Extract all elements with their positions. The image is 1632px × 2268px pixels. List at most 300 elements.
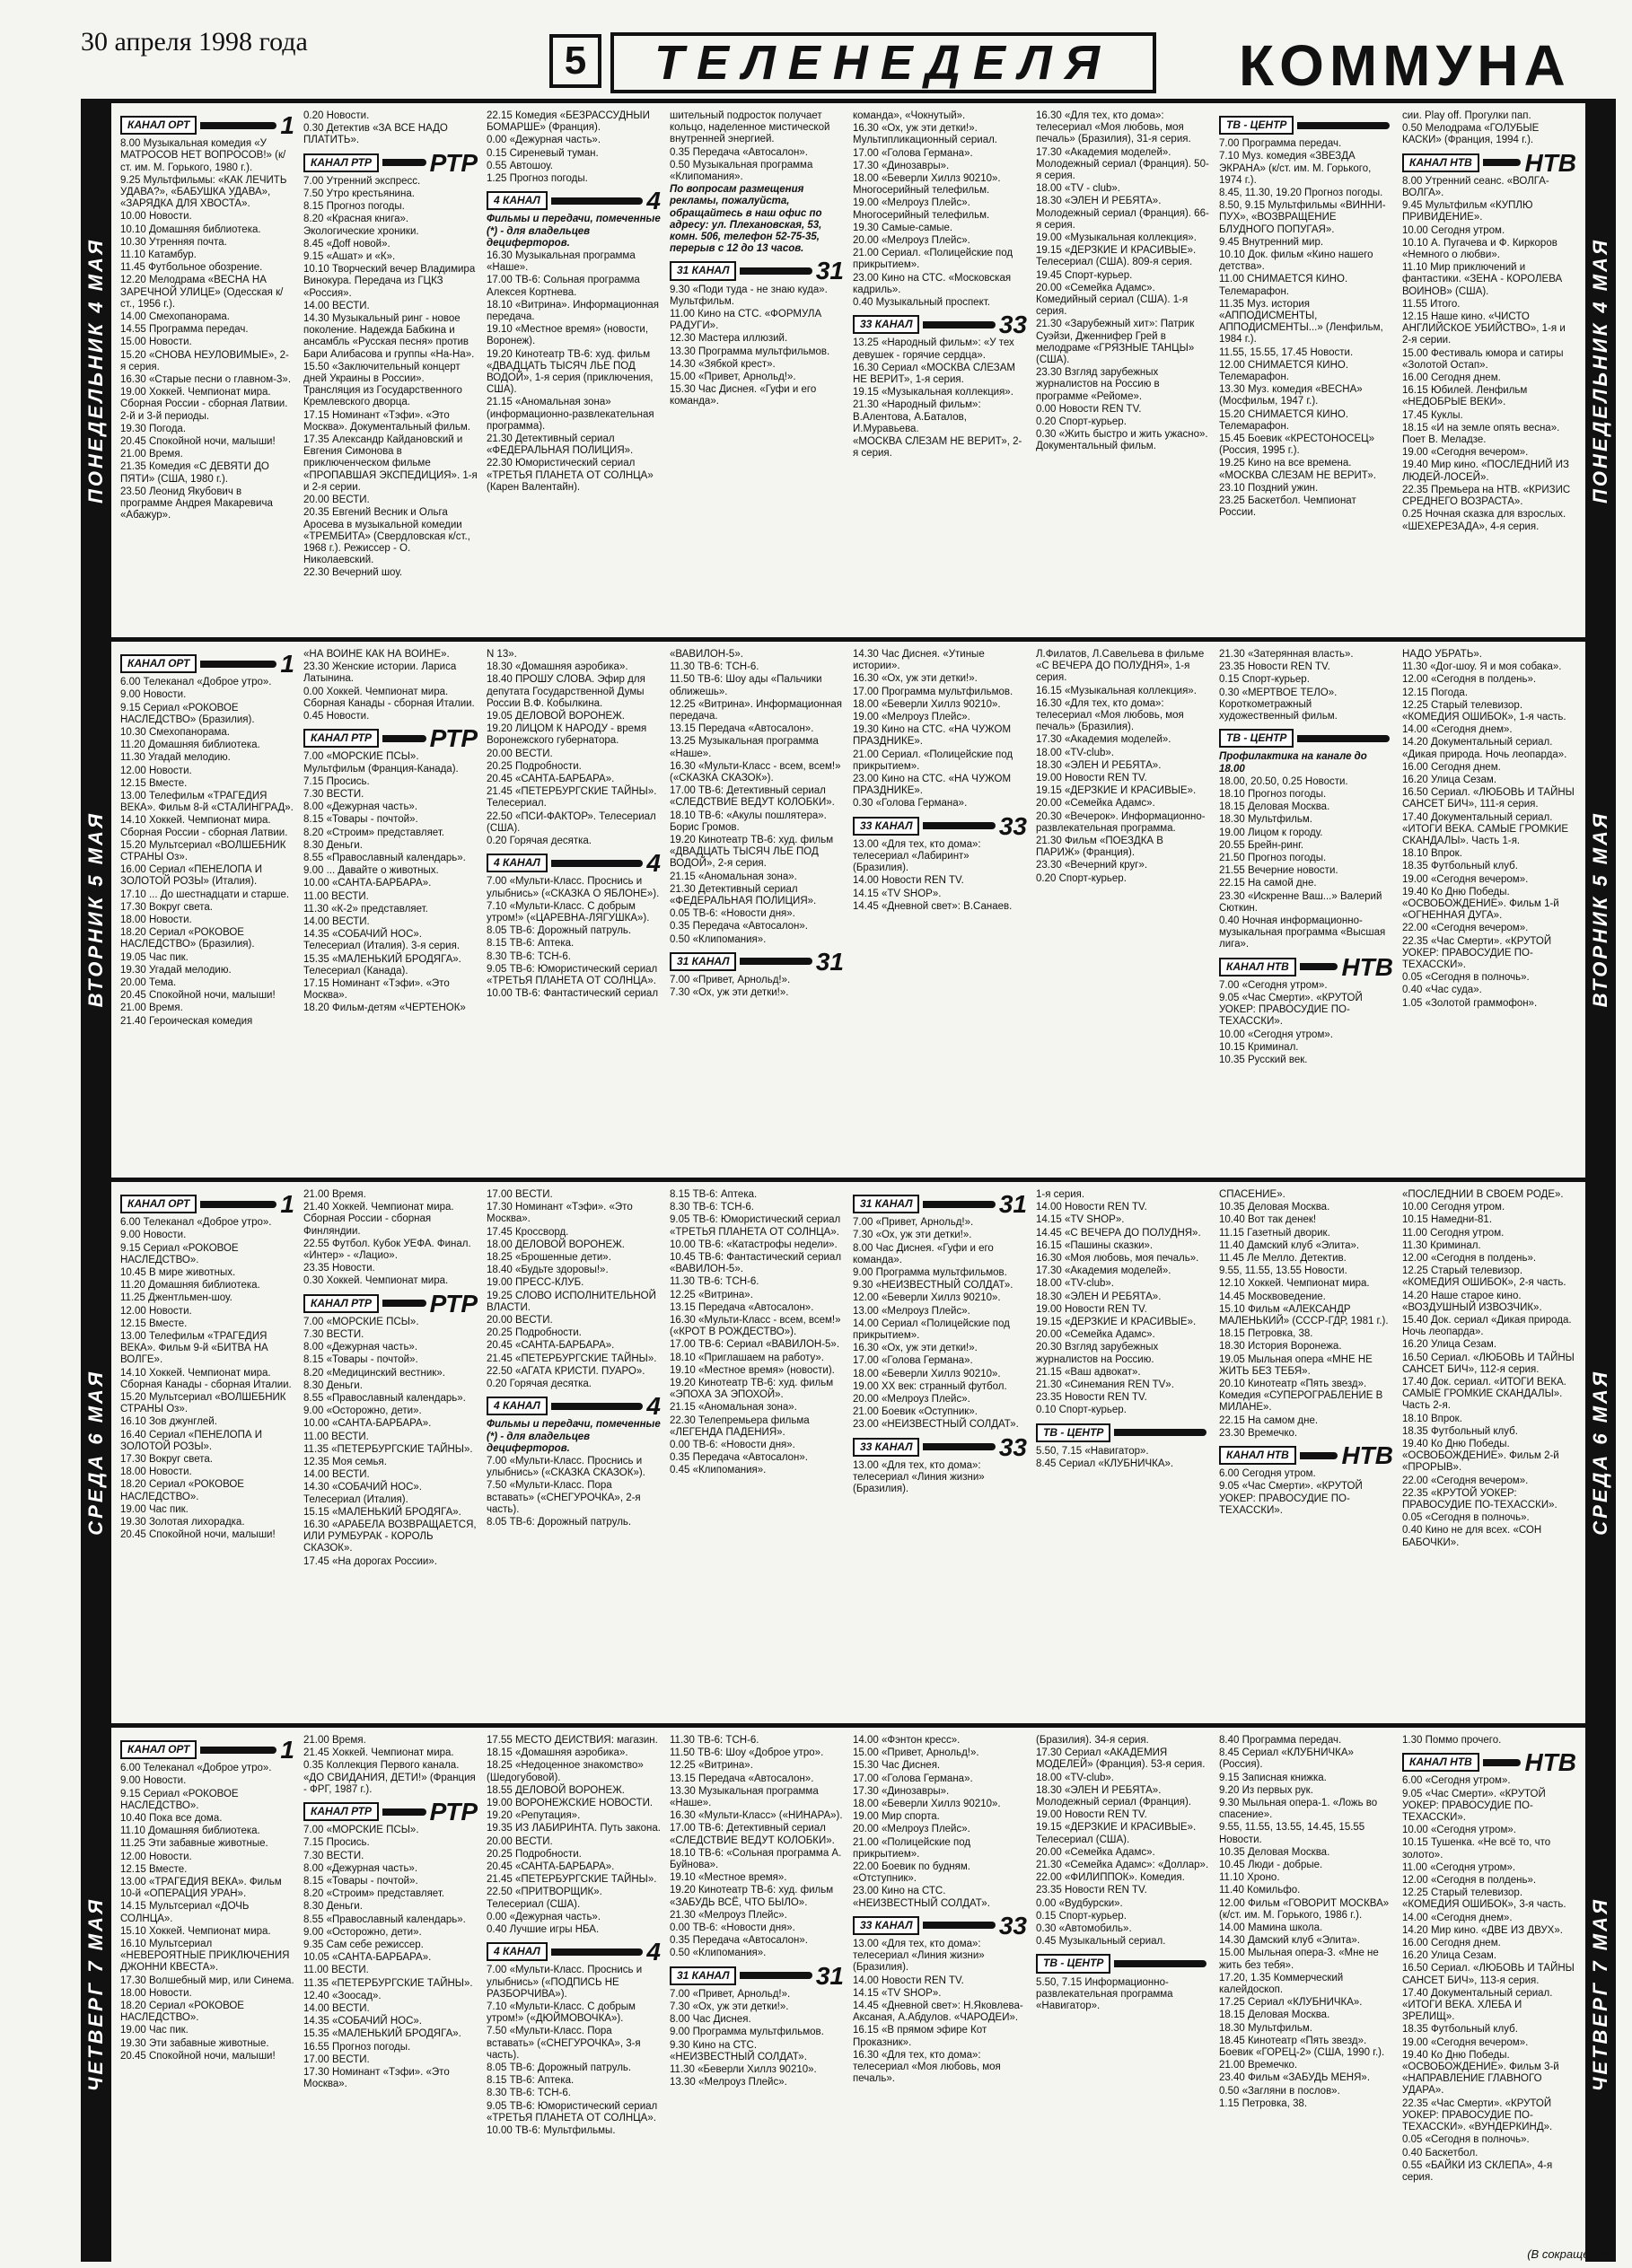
program-listing: 19.20 Кинотеатр ТВ-6: худ. фильм «ЗАБУДЬ ВСЁ, ЧТО БЫЛО». xyxy=(670,1885,834,1908)
channel-logo xyxy=(487,1938,661,1966)
program-listing: 15.45 Боевик «КРЕСТОНОСЕЦ» (Россия, 1995 г.). xyxy=(1219,433,1375,457)
schedule-columns xyxy=(120,110,1576,632)
day-label-left xyxy=(81,1728,111,2262)
schedule-note: Фильмы и передачи, помеченные (*) - для владельцев дециферторов. xyxy=(487,214,661,249)
program-listing: 21.55 Вечерние новости. xyxy=(1219,865,1338,877)
program-listing: 19.00 «Музыкальная коллекция». xyxy=(1036,232,1197,244)
program-listing: 18.30 «ЭЛЕН И РЕБЯТА». xyxy=(1036,1291,1162,1302)
program-listing: 0.40 Музыкальный проспект. xyxy=(853,297,990,309)
program-listing: 18.00 «TV-club». xyxy=(1036,1278,1114,1290)
program-listing: 19.40 Ко Дню Победы. «ОСВОБОЖДЕНИЕ». Фильм 2-й «ПРОРЫВ». xyxy=(1402,1439,1559,1474)
channel-name: 31 КАНАЛ xyxy=(853,1195,919,1213)
program-listing: 10.15 Намедни-81. xyxy=(1402,1214,1493,1226)
program-listing: 1.30 Поммо прочего. xyxy=(1402,1735,1502,1746)
program-listing: 8.00 «Дежурная часть». xyxy=(303,1342,418,1353)
program-listing: 17.00 «Голова Германа». xyxy=(853,1355,973,1367)
program-listing: 11.10 Хроно. xyxy=(1219,1872,1280,1884)
schedule-column xyxy=(853,649,1027,1172)
program-listing: 20.30 «Вечерок». Информационно-развлекательная программа. xyxy=(1036,810,1206,834)
schedule-column xyxy=(303,1735,478,2256)
channel-logo-swoosh xyxy=(382,1300,426,1307)
program-listing: 14.00 «Сегодня днем». xyxy=(1402,1912,1513,1923)
program-listing: 23.30 Времечко. xyxy=(1219,1427,1298,1439)
program-listing: 16.30 «Ох, уж эти детки!». Мультипликационный сериал. xyxy=(853,123,997,146)
program-listing: 12.15 Вместе. xyxy=(120,1318,188,1329)
channel-logo-swoosh xyxy=(200,1201,276,1208)
program-listing: 0.20 Горячая десятка. xyxy=(487,1379,592,1390)
program-listing: 16.20 Улица Сезам. xyxy=(1402,775,1497,786)
program-listing: 19.00 Лицом к городу. xyxy=(1219,827,1323,838)
program-listing: «ВАВИЛОН-5». xyxy=(670,649,743,660)
program-listing: 12.15 Вместе. xyxy=(120,1863,188,1875)
program-listing: 0.50 «Клипомания». xyxy=(670,933,767,945)
program-listing: 8.05 ТВ-6: Дорожный патруль. xyxy=(487,2062,632,2074)
channel-glyph: РТР xyxy=(429,724,478,753)
program-listing: 21.50 Прогноз погоды. xyxy=(1219,853,1327,864)
program-listing: 19.00 Новости REN TV. xyxy=(1036,773,1147,784)
program-listing: 21.30 «Синемания REN TV». xyxy=(1036,1379,1174,1391)
program-listing: 6.00 Телеканал «Доброе утро». xyxy=(120,1217,272,1229)
program-listing: 10.10 Док. фильм «Кино нашего детства». xyxy=(1219,250,1373,273)
program-listing: 1.15 Петровка, 38. xyxy=(1219,2097,1308,2109)
program-listing: 18.15 Деловая Москва. xyxy=(1219,801,1330,813)
program-listing: 7.15 Просись. xyxy=(303,775,370,787)
channel-logo-swoosh xyxy=(923,1201,995,1208)
program-listing: 6.00 Телеканал «Доброе утро». xyxy=(120,1763,272,1774)
program-listing: 14.20 Наше старое кино. «ВОЗДУШНЫЙ ИЗВОЗЧИК». xyxy=(1402,1290,1542,1313)
day-label-text: СРЕДА 6 МАЯ xyxy=(1589,1370,1611,1536)
program-listing: 11.25 Джентльмен-шоу. xyxy=(120,1292,233,1304)
program-listing: 19.00 XX век: странный футбол. xyxy=(853,1380,1007,1392)
channel-logo xyxy=(670,1961,844,1990)
program-listing: 20.45 «САНТА-БАРБАРА». xyxy=(487,1340,615,1352)
channel-glyph: НТВ xyxy=(1524,148,1576,177)
day-label-right xyxy=(1585,642,1616,1178)
program-listing: 13.30 «Мелроуз Плейс». xyxy=(670,2077,787,2088)
program-listing: 0.35 Передача «Автосалон». xyxy=(670,146,808,158)
program-listing: 14.35 «СОБАЧИЙ НОС». Телесериал (Италия). 3-я серия. xyxy=(303,929,461,952)
program-listing: 9.00 «Осторожно, дети». xyxy=(303,1926,422,1938)
program-listing: 17.00 «Голова Германа». xyxy=(853,1773,973,1784)
program-listing: 22.00 «ФИЛИППОК». Комедия. xyxy=(1036,1872,1185,1884)
program-listing: 21.00 Время. xyxy=(120,449,183,460)
channel-glyph: 31 xyxy=(815,947,844,976)
program-listing: 17.30 Волшебный мир, или Синема. xyxy=(120,1975,294,1986)
program-listing: 10.15 Тушенка. «Не всё то, что золото». xyxy=(1402,1837,1551,1861)
program-listing: 0.30 «Жить быстро и жить ужасно». Документальный фильм. xyxy=(1036,429,1208,452)
program-listing: 18.00 «Беверли Хиллз 90210». xyxy=(853,698,1001,710)
program-listing: 8.15 ТВ-6: Аптека. xyxy=(487,2075,575,2087)
program-listing: 9.15 «Ашат» и «К». xyxy=(303,251,396,263)
program-listing: 17.30 Вокруг света. xyxy=(120,1454,213,1466)
channel-logo-swoosh xyxy=(200,661,276,668)
program-listing: 8.00 Музыкальная комедия «У МАТРОСОВ НЕТ ВОПРОСОВ!» (к/ст. им. М. Горького, 1980 г.). xyxy=(120,138,286,173)
program-listing: 0.00 «Вудбурски». xyxy=(1036,1897,1123,1909)
program-listing: 18.35 Футбольный клуб. xyxy=(1402,861,1518,872)
program-listing: 18.30 История Воронежа. xyxy=(1219,1341,1342,1353)
program-listing: 16.20 Улица Сезам. xyxy=(1402,1339,1497,1351)
program-listing: 23.30 Взгляд зарубежных журналистов на Россию в программе «Рейоме». xyxy=(1036,367,1160,402)
day-label-left xyxy=(81,642,111,1178)
program-listing: 11.30 Криминал. xyxy=(1402,1239,1481,1251)
channel-logo xyxy=(303,1289,478,1318)
channel-logo xyxy=(1219,729,1393,748)
program-listing: 18.00 «Беверли Хиллз 90210». Многосерийный телефильм. xyxy=(853,173,1001,197)
program-listing: 11.30 ТВ-6: ТСН-6. xyxy=(670,661,759,673)
program-listing: 20.00 Тема. xyxy=(120,977,177,989)
program-listing: 22.30 Телепремьера фильма «ЛЕГЕНДА ПАДЕНИЯ». xyxy=(670,1414,810,1438)
program-listing: 20.25 Подробности. xyxy=(487,1848,582,1860)
program-listing: 16.30 «Мульти-Класс - всем, всем!» («СКАЗКА СКАЗОК»). xyxy=(670,760,841,784)
program-listing: 14.45 «Дневной свет»: В.Санаев. xyxy=(853,900,1013,912)
program-listing: 19.30 Эти забавные животные. xyxy=(120,2037,269,2049)
program-listing: 11.30 «Беверли Хиллз 90210». xyxy=(670,2064,817,2076)
channel-logo-swoosh xyxy=(382,735,426,742)
program-listing: 15.15 «МАЛЕНЬКИЙ БРОДЯГА». xyxy=(303,1506,461,1518)
channel-logo-swoosh xyxy=(1483,159,1522,166)
program-listing: 14.20 Мир кино. «ДВЕ ИЗ ДВУХ». xyxy=(1402,1924,1563,1936)
channel-name: КАНАЛ НТВ xyxy=(1402,1753,1479,1772)
program-listing: 23.00 Кино на СТС. «НЕИЗВЕСТНЫЙ СОЛДАТ». xyxy=(853,1886,990,1909)
program-listing: 10.00 «САНТА-БАРБАРА». xyxy=(303,1418,432,1430)
program-listing: 7.30 «Ох, уж эти детки!». xyxy=(670,987,789,999)
day-label-text: ПОНЕДЕЛЬНИК 4 МАЯ xyxy=(84,237,107,504)
program-listing: 19.00 Мир спорта. xyxy=(853,1811,940,1823)
channel-glyph: РТР xyxy=(429,1798,478,1826)
program-listing: 23.30 «Вечерний круг». xyxy=(1036,860,1148,871)
program-listing: 15.00 Фестиваль юмора и сатиры «Золотой Остап». xyxy=(1402,347,1564,371)
program-listing: 10.00 ТВ-6: «Катастрофы недели». xyxy=(670,1239,838,1250)
program-listing: 18.10 «Приглашаем на работу». xyxy=(670,1352,824,1363)
program-listing: 14.30 Дамский клуб «Элита». xyxy=(1219,1935,1360,1947)
program-listing: 16.15 «Музыкальная коллекция». xyxy=(1036,685,1197,696)
channel-logo xyxy=(853,1432,1027,1461)
program-listing: 5.50, 7.15 «Навигатор». xyxy=(1036,1445,1149,1457)
program-listing: 10.45 В мире животных. xyxy=(120,1267,236,1279)
program-listing: 18.30 Мультфильм. xyxy=(1219,2022,1312,2034)
channel-name: 4 КАНАЛ xyxy=(487,1397,548,1415)
program-listing: 10.00 ТВ-6: Фантастический сериал xyxy=(487,988,659,1000)
program-listing: 0.40 Баскетбол. xyxy=(1402,2147,1478,2159)
program-listing: 16.30 «Для тех, кто дома»: телесериал «Моя любовь, моя печаль» (Бразилия), 31-я серия. xyxy=(1036,110,1191,145)
program-listing: 20.45 «САНТА-БАРБАРА». xyxy=(487,774,615,785)
program-listing: 14.00 Смехопанорама. xyxy=(120,311,231,323)
program-listing: 0.55 Автошоу. xyxy=(487,160,553,171)
program-listing: 18.00 «TV - club». xyxy=(1036,183,1120,195)
program-listing: 18.00 Новости. xyxy=(120,915,192,926)
program-listing: 8.15 «Товары - почтой». xyxy=(303,1876,418,1887)
program-listing: 10.45 ТВ-6: Фантастический сериал «ВАВИЛОН-5». xyxy=(670,1252,842,1275)
program-listing: 7.50 Утро крестьянина. xyxy=(303,188,415,200)
program-listing: 0.40 «Час суда». xyxy=(1402,985,1482,996)
program-listing: 16.15 «В прямом эфире Кот Проказник». xyxy=(853,2025,987,2048)
channel-logo-swoosh xyxy=(923,1922,995,1929)
schedule-column xyxy=(1036,1735,1210,2256)
program-listing: 18.45 Кинотеатр «Пять звезд». Боевик «ГОРЕЦ-2» (США, 1990 г.). xyxy=(1219,2035,1385,2059)
program-listing: 9.15 Сериал «РОКОВОЕ НАСЛЕДСТВО» (Бразилия). xyxy=(120,702,255,725)
program-listing: 16.30 «Моя любовь, моя печаль». xyxy=(1036,1253,1199,1265)
schedule-columns xyxy=(120,1189,1576,1718)
program-listing: 16.30 «Мульти-Класс» («НИНАРА»). xyxy=(670,1810,843,1822)
program-listing: 19.00 Час пик. xyxy=(120,2025,189,2036)
channel-logo-swoosh xyxy=(382,159,426,166)
program-listing: 20.00 «Мелроуз Плейс». xyxy=(853,1394,970,1405)
program-listing: 8.30 Деньги. xyxy=(303,1379,363,1391)
program-listing: 11.30 Угадай мелодию. xyxy=(120,752,231,764)
day-label-left xyxy=(81,1182,111,1723)
program-listing: 14.00 Новости REN TV. xyxy=(853,875,964,887)
program-listing: 15.20 Мультсериал «ВОЛШЕБНИК СТРАНЫ Оз». xyxy=(120,1392,286,1415)
program-listing: 11.10 Мир приключений и фантастики. «ЗЕНА - КОРОЛЕВА ВОИНОВ» (США). xyxy=(1402,262,1563,297)
program-listing: 10.00 «Сегодня утром». xyxy=(1402,1825,1516,1836)
channel-glyph: 4 xyxy=(646,187,661,215)
schedule-column xyxy=(1402,649,1576,1172)
channel-logo xyxy=(853,1190,1027,1218)
program-listing: 15.20 «СНОВА НЕУЛОВИМЫЕ», 2-я серия. xyxy=(120,349,289,372)
program-listing: 20.45 Спокойной ночи, малыши! xyxy=(120,990,276,1002)
program-listing: 19.00 Хоккей. Чемпионат мира. Сборная России - сборная Латвии. 2-й и 3-й периоды. xyxy=(120,387,288,422)
program-listing: 10.35 Деловая Москва. xyxy=(1219,1846,1330,1858)
program-listing: 14.10 Хоккей. Чемпионат мира. Сборная Канады - сборная Италии. xyxy=(120,1367,292,1390)
schedule-column xyxy=(1036,649,1210,1172)
channel-logo xyxy=(670,257,844,285)
program-listing: 19.00 Новости REN TV. xyxy=(1036,1303,1147,1315)
day-section xyxy=(81,1178,1616,1723)
program-listing: 21.00 Сериал. «Полицейские под прикрытием». xyxy=(853,749,1013,772)
section-title: ТЕЛЕНЕДЕЛЯ xyxy=(610,32,1156,93)
program-listing: 19.35 ИЗ ЛАБИРИНТА. Путь закона. xyxy=(487,1823,661,1835)
program-listing: 22.35 «Час Смерти». «КРУТОЙ УОКЕР: ПРАВОСУДИЕ ПО-ТЕХАССКИ». «ВУНДЕРКИНД». xyxy=(1402,2097,1553,2133)
program-listing: 9.00 Программа мультфильмов. xyxy=(670,2027,824,2038)
channel-logo xyxy=(120,1190,294,1218)
program-listing: 12.25 «Витрина». xyxy=(670,1289,753,1300)
program-listing: 19.00 «Сегодня вечером». xyxy=(1402,873,1529,885)
program-listing: 22.50 «ПРИТВОРЩИК». Телесериал (США). xyxy=(487,1887,602,1910)
channel-logo-swoosh xyxy=(200,122,276,129)
page-header xyxy=(0,0,1632,98)
channel-logo xyxy=(853,1911,1027,1940)
channel-glyph: 4 xyxy=(646,849,661,878)
channel-glyph: НТВ xyxy=(1341,952,1393,981)
program-listing: 21.35 Комедия «С ДЕВЯТИ ДО ПЯТИ» (США, 1980 г.). xyxy=(120,461,269,485)
program-listing: 15.40 Док. сериал «Дикая природа. Ночь леопарда». xyxy=(1402,1315,1572,1338)
program-listing: 19.30 Угадай мелодию. xyxy=(120,964,232,976)
program-listing: 19.15 «ДЕРЗКИЕ И КРАСИВЫЕ». xyxy=(1036,785,1197,797)
program-listing: 0.40 Кино не для всех. «СОН БАБОЧКИ». xyxy=(1402,1525,1542,1548)
program-listing: N 13». xyxy=(487,649,517,660)
program-listing: 17.00 ТВ-6: Детективный сериал «СЛЕДСТВИЕ ВЕДУТ КОЛОБКИ». xyxy=(670,1823,835,1846)
program-listing: 8.00 «Дежурная часть». xyxy=(303,801,418,813)
program-listing: 19.40 Ко Дню Победы. «ОСВОБОЖДЕНИЕ». Фильм 3-й «НАПРАВЛЕНИЕ ГЛАВНОГО УДАРА». xyxy=(1402,2049,1559,2097)
program-listing: 0.00 «Дежурная часть». xyxy=(487,135,601,146)
program-listing: 13.15 Передача «Автосалон». xyxy=(670,1301,814,1313)
program-listing: 9.00 Программа мультфильмов. xyxy=(853,1267,1007,1279)
program-listing: 0.30 Хоккей. Чемпионат мира. xyxy=(303,1275,449,1287)
program-listing: 0.30 «МЕРТВОЕ ТЕЛО». Короткометражный художественный фильм. xyxy=(1219,687,1338,722)
channel-name: 33 КАНАЛ xyxy=(853,1438,919,1457)
program-listing: 11.00 ВЕСТИ. xyxy=(303,1431,369,1442)
program-listing: 21.00 Боевик «Оступник». xyxy=(853,1406,978,1418)
program-listing: 13.25 «Народный фильм»: «У тех девушек - горячие сердца». xyxy=(853,337,1014,361)
day-label-text: СРЕДА 6 МАЯ xyxy=(84,1370,107,1536)
program-listing: 12.15 Наше кино. «ЧИСТО АНГЛИЙСКОЕ УБИЙСТВО», 1-я и 2-я серии. xyxy=(1402,311,1566,346)
program-listing: 0.40 Ночная информационно-музыкальная программа «Высшая лига». xyxy=(1219,915,1386,950)
program-listing: 10.15 Криминал. xyxy=(1219,1041,1299,1053)
program-listing: 0.35 Передача «Автосалон». xyxy=(670,921,808,933)
program-listing: 21.00 Время. xyxy=(303,1189,366,1200)
program-listing: 21.00 Время. xyxy=(120,1003,183,1014)
program-listing: 21.45 «ПЕТЕРБУРГСКИЕ ТАЙНЫ». Телесериал. xyxy=(487,786,657,810)
program-listing: 20.00 «Семейка Адамс». Комедийный сериал (США). 1-я серия. xyxy=(1036,282,1189,318)
program-listing: 15.00 Новости. xyxy=(120,337,192,348)
channel-logo xyxy=(120,111,294,139)
program-listing: 23.10 Поздний ужин. xyxy=(1219,482,1319,494)
schedule-column xyxy=(120,1735,294,2256)
schedule-column xyxy=(1219,1735,1393,2256)
schedule-column xyxy=(120,110,294,632)
program-listing: 20.45 Спокойной ночи, малыши! xyxy=(120,2050,276,2062)
program-listing: «МОСКВА СЛЕЗАМ НЕ ВЕРИТ», 2-я серия. xyxy=(853,436,1022,460)
program-listing: 18.20 Сериал «РОКОВОЕ НАСЛЕДСТВО» (Бразилия). xyxy=(120,927,255,950)
program-listing: 21.30 Фильм «ПОЕЗДКА В ПАРИЖ» (Франция). xyxy=(1036,836,1163,859)
program-listing: 17.30 Номинант «Тэфи». «Это Москва». xyxy=(487,1202,633,1225)
channel-logo-swoosh xyxy=(1483,1759,1522,1766)
program-listing: 19.10 «Местное время» (новости). xyxy=(670,1364,835,1376)
channel-logo xyxy=(1219,1441,1393,1470)
program-listing: 7.10 Муз. комедия «ЗВЕЗДА ЭКРАНА» (к/ст. им. М. Горького, 1974 г.). xyxy=(1219,151,1372,186)
channel-glyph: 33 xyxy=(998,1432,1027,1461)
program-listing: 19.45 Спорт-курьер. xyxy=(1036,269,1133,281)
program-listing: 11.15 Газетный дворик. xyxy=(1219,1227,1330,1239)
program-listing: 18.10 Прогноз погоды. xyxy=(1219,789,1327,801)
program-listing: 17.00 ТВ-6: Детективный сериал «СЛЕДСТВИЕ ВЕДУТ КОЛОБКИ». xyxy=(670,785,835,809)
program-listing: 19.05 Час пик. xyxy=(120,951,189,963)
program-listing: 18.30 «ЭЛЕН И РЕБЯТА». Молодежный сериал (Франция). 66-я серия. xyxy=(1036,196,1209,231)
program-listing: 14.30 Час Диснея. «Утиные истории». xyxy=(853,649,985,672)
channel-name: КАНАЛ НТВ xyxy=(1219,958,1296,976)
program-listing: 14.45 «С ВЕЧЕРА ДО ПОЛУДНЯ». xyxy=(1036,1227,1201,1239)
program-listing: 16.50 Сериал. «ЛЮБОВЬ И ТАЙНЫ САНСЕТ БИЧ», 111-я серия. xyxy=(1402,787,1575,810)
program-listing: 20.30 Взгляд зарубежных журналистов на Россию. xyxy=(1036,1342,1159,1365)
program-listing: 14.15 «TV SHOP». xyxy=(853,888,942,899)
program-listing: 16.30 «Для тех, кто дома»: телесериал «Моя любовь, моя печаль» (Бразилия). xyxy=(1036,697,1184,733)
program-listing: 18.30 «Домашняя аэробика». xyxy=(487,661,628,673)
program-listing: 0.30 «Голова Германа». xyxy=(853,798,968,810)
channel-logo xyxy=(1219,116,1393,135)
program-listing: 18.25 «Недоценное знакомство» (Шедогубовой). xyxy=(487,1760,644,1783)
program-listing: 17.00 ВЕСТИ. xyxy=(303,2053,370,2065)
program-listing: 10.05 «САНТА-БАРБАРА». xyxy=(303,1952,432,1964)
program-listing: 14.30 «Зябкой крест». xyxy=(670,358,776,370)
program-listing: 7.50 «Мульти-Класс. Пора вставать» («СНЕГУРОЧКА», 3-я часть). xyxy=(487,2026,641,2061)
program-listing: 1-я серия. xyxy=(1036,1189,1085,1200)
program-listing: 13.00 Телефильм «ТРАГЕДИЯ ВЕКА». Фильм 8-й «СТАЛИНГРАД». xyxy=(120,791,294,814)
program-listing: 17.35 Александр Кайдановский и Евгения Симонова в приключенческом фильме «ПРОПАВШАЯ ЭКСПЕДИЦИЯ». 1-я и 2-я серии. xyxy=(303,434,478,493)
program-listing: 23.35 Новости REN TV. xyxy=(1036,1392,1147,1404)
program-listing: 11.00 Сегодня утром. xyxy=(1402,1227,1505,1239)
program-listing: 0.00 Новости REN TV. xyxy=(1036,403,1142,415)
program-listing: 10.00 ТВ-6: Мультфильмы. xyxy=(487,2125,616,2137)
channel-name: 33 КАНАЛ xyxy=(853,315,919,334)
program-listing: 13.00 «Мелроуз Плейс». xyxy=(853,1305,970,1317)
schedule-columns xyxy=(120,649,1576,1172)
program-listing: 0.05 «Сегодня в полночь». xyxy=(1402,972,1530,984)
program-listing: 0.35 Передача «Автосалон». xyxy=(670,1452,808,1464)
channel-logo xyxy=(120,1736,294,1764)
channel-logo xyxy=(487,187,661,215)
program-listing: 19.30 Погода. xyxy=(120,423,187,434)
program-listing: 17.00 ТВ-6: Сольная программа Алексея Кортнева. xyxy=(487,275,640,298)
channel-name: КАНАЛ РТР xyxy=(303,153,379,172)
day-label-text: ВТОРНИК 5 МАЯ xyxy=(1589,811,1611,1008)
program-listing: 11.40 Дамский клуб «Элита». xyxy=(1219,1239,1360,1251)
program-listing: 17.30 Вокруг света. xyxy=(120,901,213,913)
program-listing: 7.00 «МОРСКИЕ ПСЫ». xyxy=(303,1825,419,1836)
program-listing: 7.00 «МОРСКИЕ ПСЫ». xyxy=(303,1316,419,1327)
channel-logo-swoosh xyxy=(1114,1960,1206,1967)
program-listing: 7.00 «Мульти-Класс. Проснись и улыбнись» («СКАЗКА О ЯБЛОНЕ»). xyxy=(487,876,660,899)
channel-logo xyxy=(303,1798,478,1826)
program-listing: 17.45 Куклы. xyxy=(1402,409,1463,421)
program-listing: 11.45 Ле Мелло. Детектив. xyxy=(1219,1253,1347,1265)
program-listing: 8.15 ТВ-6: Аптека. xyxy=(670,1189,758,1200)
program-listing: 9.05 «Час Смерти». «КРУТОЙ УОКЕР: ПРАВОСУДИЕ ПО-ТЕХАССКИ». xyxy=(1402,1788,1546,1824)
program-listing: 9.00 Новости. xyxy=(120,689,187,701)
program-listing: 22.00 «Сегодня вечером». xyxy=(1402,1475,1529,1486)
program-listing: 17.30 «Динозавры». xyxy=(853,160,950,171)
program-listing: 17.15 Номинант «Тэфи». «Это Москва». Документальный фильм. xyxy=(303,409,470,433)
program-listing: 18.00 Новости. xyxy=(120,1987,192,1999)
program-listing: 9.00 Новости. xyxy=(120,1230,187,1241)
channel-logo-swoosh xyxy=(1300,963,1338,970)
channel-logo xyxy=(1402,148,1576,177)
channel-logo-swoosh xyxy=(551,860,644,867)
program-listing: 0.00 «Дежурная часть». xyxy=(487,1911,601,1922)
program-listing: 9.05 ТВ-6: Юмористический сериал «ТРЕТЬЯ ПЛАНЕТА ОТ СОЛНЦА». xyxy=(487,963,658,987)
program-listing: 11.30 «К-2» представляет. xyxy=(303,903,428,915)
program-listing: 14.55 Программа передач. xyxy=(120,324,249,336)
day-label-right xyxy=(1585,1728,1616,2262)
program-listing: 9.00 ... Давайте о животных. xyxy=(303,865,439,877)
program-listing: 19.00 Час пик. xyxy=(120,1503,189,1515)
program-listing: 13.00 «Для тех, кто дома»: телесериал «Линия жизни» (Бразилия). xyxy=(853,1459,985,1495)
program-listing: 21.00 «Полицейские под прикрытием». xyxy=(853,1836,971,1860)
program-listing: 19.00 «Мелроуз Плейс». Многосерийный телефильм. xyxy=(853,197,990,221)
program-listing: 0.45 Новости. xyxy=(303,711,370,722)
program-listing: 14.00 ВЕСТИ. xyxy=(303,2003,370,2015)
program-listing: 20.00 «Семейка Адамс». xyxy=(1036,1329,1155,1341)
program-listing: 9.45 Мультфильм «КУПЛЮ ПРИВИДЕНИЕ». xyxy=(1402,200,1533,223)
program-listing: 8.30 ТВ-6: ТСН-6. xyxy=(487,2088,571,2099)
program-listing: 10.10 Домашняя библиотека. xyxy=(120,223,261,235)
program-listing: 13.00 «ТРАГЕДИЯ ВЕКА». Фильм 10-й «ОПЕРАЦИЯ УРАН». xyxy=(120,1877,282,1900)
program-listing: 21.30 Детективный сериал «ФЕДЕРАЛЬНАЯ ПОЛИЦИЯ». xyxy=(670,883,817,907)
program-listing: 21.15 «Ваш адвокат». xyxy=(1036,1366,1141,1378)
schedule-column xyxy=(120,1189,294,1718)
program-listing: 12.00 Новости. xyxy=(120,1305,192,1317)
program-listing: 7.00 «Мульти-Класс. Проснись и улыбнись» («СКАЗКА СКАЗОК»). xyxy=(487,1456,645,1479)
program-listing: 16.55 Прогноз погоды. xyxy=(303,2041,411,2053)
channel-glyph: 4 xyxy=(646,1938,661,1966)
program-listing: 0.35 Коллекция Первого канала. «ДО СВИДАНИЯ, ДЕТИ!» (Франция - ФРГ, 1987 г.). xyxy=(303,1760,476,1795)
program-listing: 0.20 Спорт-курьер. xyxy=(1036,416,1127,428)
program-listing: 23.00 «НЕИЗВЕСТНЫЙ СОЛДАТ». xyxy=(853,1419,1019,1431)
program-listing: 18.40 «Будьте здоровы!». xyxy=(487,1265,609,1276)
program-listing: 17.40 Документальный сериал. «ИТОГИ ВЕКА. ХЛЕБА И ЗРЕЛИЩ». xyxy=(1402,1987,1553,2023)
day-section xyxy=(81,1723,1616,2262)
program-listing: 14.15 «TV SHOP». xyxy=(1036,1214,1125,1226)
program-listing: 8.30 ТВ-6: ТСН-6. xyxy=(670,1202,754,1213)
